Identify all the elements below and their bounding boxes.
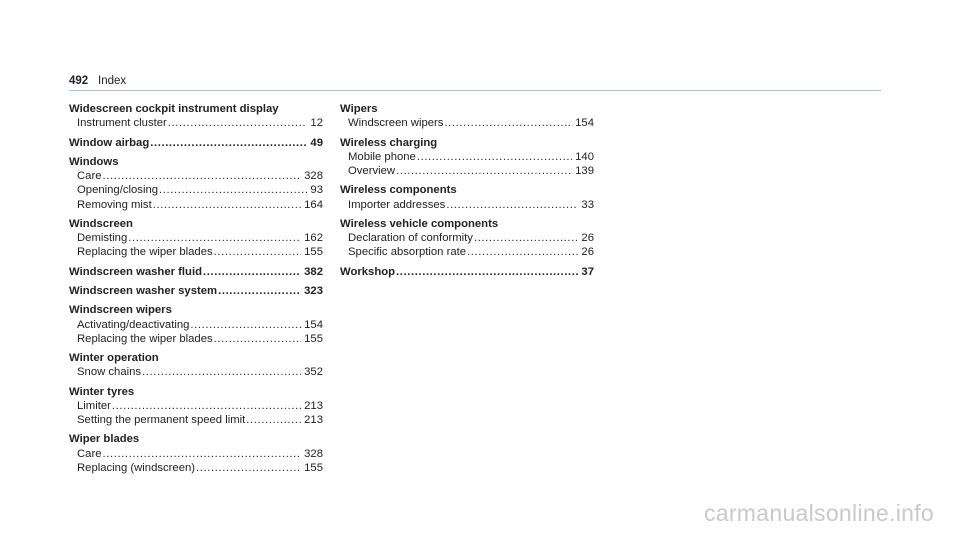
page-ref: 155 — [304, 461, 323, 474]
index-subentry — [340, 198, 594, 212]
index-entry — [69, 265, 323, 279]
index-heading: Window airbag — [69, 136, 150, 149]
index-subentry — [340, 164, 594, 178]
page-ref: 154 — [575, 117, 594, 130]
dot-leader — [153, 198, 301, 212]
subentry-label: Demisting — [77, 232, 128, 245]
index-heading: Wireless components — [340, 184, 457, 197]
subentry-label: Importer addresses — [348, 198, 446, 211]
index-entry — [69, 217, 323, 260]
subentry-label: Windscreen wipers — [348, 117, 444, 130]
subentry-label: Overview — [348, 164, 396, 177]
page-ref: 26 — [581, 246, 594, 259]
index-heading: Windscreen — [69, 217, 133, 230]
dot-leader — [214, 332, 301, 346]
subentry-label: Replacing the wiper blades — [77, 246, 213, 259]
index-subentry — [340, 245, 594, 259]
index-entry — [69, 351, 323, 379]
index-subentry — [69, 318, 323, 332]
subentry-label: Opening/closing — [77, 184, 159, 197]
page-ref: 93 — [310, 184, 323, 197]
subentry-label: Care — [77, 170, 102, 183]
subentry-label: Activating/deactivating — [77, 318, 190, 331]
subentry-label: Declaration of conformity — [348, 232, 473, 245]
index-subentry — [69, 231, 323, 245]
subentry-label: Limiter — [77, 399, 111, 412]
dot-leader — [218, 284, 301, 298]
subentry-label: Removing mist — [77, 198, 152, 211]
page-ref: 213 — [304, 399, 323, 412]
index-heading: Windscreen wipers — [69, 304, 172, 317]
index-subentry — [69, 332, 323, 346]
subentry-label: Replacing (windscreen) — [77, 461, 196, 474]
index-column-left — [69, 102, 323, 480]
subentry-label: Care — [77, 447, 102, 460]
dot-leader — [214, 245, 301, 259]
dot-leader — [396, 164, 572, 178]
page-ref: 154 — [304, 318, 323, 331]
page-ref: 139 — [575, 164, 594, 177]
page-ref: 37 — [581, 265, 594, 278]
subentry-label: Snow chains — [77, 366, 142, 379]
dot-leader — [396, 265, 578, 279]
index-subentry — [69, 413, 323, 427]
index-heading: Wireless vehicle components — [340, 217, 499, 230]
dot-leader — [246, 413, 301, 427]
index-heading: Workshop — [340, 265, 396, 278]
index-heading: Winter tyres — [69, 385, 135, 398]
index-subentry — [69, 183, 323, 197]
page-ref: 26 — [581, 232, 594, 245]
index-subentry — [69, 116, 323, 130]
page-header — [69, 75, 881, 91]
subentry-label: Instrument cluster — [77, 117, 167, 130]
index-entry — [340, 183, 594, 211]
subentry-label: Replacing the wiper blades — [77, 332, 213, 345]
dot-leader — [203, 265, 301, 279]
page-ref: 12 — [310, 117, 323, 130]
index-heading: Widescreen cockpit instrument display — [69, 103, 279, 115]
index-entry — [340, 136, 594, 179]
dot-leader — [159, 183, 307, 197]
page-ref: 140 — [575, 150, 594, 163]
index-subentry — [69, 447, 323, 461]
dot-leader — [103, 169, 302, 183]
index-heading: Windows — [69, 155, 119, 168]
index-heading-row — [69, 136, 323, 150]
index-entry — [340, 265, 594, 279]
page-ref: 328 — [304, 170, 323, 183]
dot-leader — [467, 245, 578, 259]
index-entry — [340, 217, 594, 260]
dot-leader — [142, 365, 301, 379]
subentry-label: Specific absorption rate — [348, 246, 467, 259]
index-subentry — [69, 169, 323, 183]
index-entry — [69, 385, 323, 428]
dot-leader — [474, 231, 578, 245]
section-label: Index — [98, 75, 127, 87]
page-ref: 162 — [304, 232, 323, 245]
index-subentry — [340, 116, 594, 130]
page-ref: 164 — [304, 198, 323, 211]
index-heading: Winter operation — [69, 352, 159, 365]
index-heading-row — [69, 265, 323, 279]
watermark: carmanualsonline.info — [703, 500, 934, 526]
page-ref: 155 — [304, 246, 323, 259]
index-heading-row — [340, 265, 594, 279]
index-entry — [69, 284, 323, 298]
header-divider — [69, 90, 881, 91]
index-heading: Windscreen washer fluid — [69, 265, 202, 278]
index-entry — [69, 432, 323, 475]
page-ref: 328 — [304, 447, 323, 460]
index-heading: Wiper blades — [69, 433, 140, 446]
page-ref: 155 — [304, 332, 323, 345]
dot-leader — [190, 318, 301, 332]
dot-leader — [196, 461, 301, 475]
dot-leader — [103, 447, 302, 461]
page-number: 492 — [69, 75, 89, 87]
index-entry — [69, 303, 323, 346]
dot-leader — [168, 116, 308, 130]
dot-leader — [417, 150, 572, 164]
page-ref: 352 — [304, 366, 323, 379]
page-ref: 323 — [304, 285, 323, 297]
page-ref: 213 — [304, 414, 323, 427]
index-subentry — [340, 150, 594, 164]
dot-leader — [128, 231, 301, 245]
index-entry — [340, 102, 594, 130]
dot-leader — [112, 399, 301, 413]
page-ref: 382 — [304, 265, 323, 278]
index-subentry — [340, 231, 594, 245]
index-subentry — [69, 461, 323, 475]
dot-leader — [150, 136, 307, 150]
index-entry — [69, 102, 323, 130]
index-heading: Wipers — [340, 103, 378, 115]
subentry-label: Setting the permanent speed limit — [77, 414, 246, 427]
index-column-right — [340, 102, 594, 284]
dot-leader — [444, 116, 572, 130]
index-subentry — [69, 198, 323, 212]
index-heading-row — [69, 284, 323, 298]
page-ref: 33 — [581, 198, 594, 211]
dot-leader — [446, 198, 578, 212]
index-subentry — [69, 399, 323, 413]
page-ref: 49 — [310, 136, 323, 149]
subentry-label: Mobile phone — [348, 150, 416, 163]
index-subentry — [69, 245, 323, 259]
index-subentry — [69, 365, 323, 379]
index-heading: Wireless charging — [340, 136, 438, 149]
index-entry — [69, 136, 323, 150]
index-heading: Windscreen washer system — [69, 285, 218, 297]
index-entry — [69, 155, 323, 212]
